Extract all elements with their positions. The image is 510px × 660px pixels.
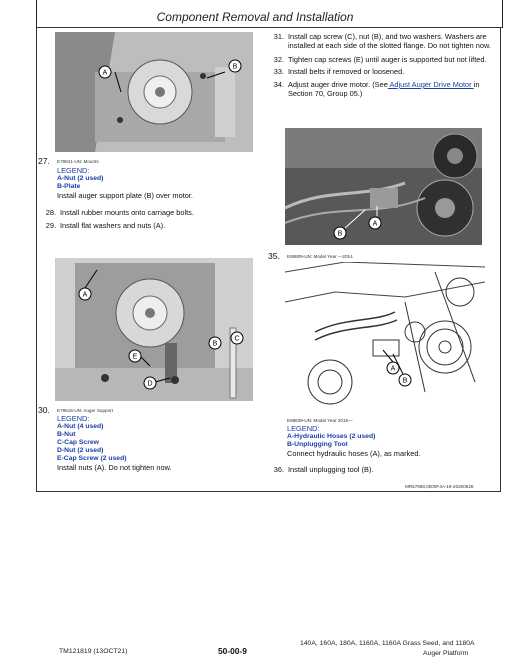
legend-item: C-Cap Screw [57,439,99,446]
footer-page-number: 50-00-9 [218,646,247,656]
footer-manual-id: TM121819 (13OCT21) [59,648,128,655]
footer-section: Auger Platform [423,650,469,657]
legend-item: A-Hydraulic Hoses (2 used) [287,433,376,440]
legend-item: B-Plate [57,183,81,190]
legend-title: LEGEND: [57,414,90,423]
step-31: 31. Install cap screw (C), nut (B), and two washers. Washers are installed at each side of the slotted flange. Do not tighten now. [273,32,491,51]
legend-item: E-Cap Screw (2 used) [57,455,127,462]
figure-27-photo [55,32,253,152]
figure-30-caption: E79515-UN: Auger Support [57,408,113,413]
callout-label: B [232,63,238,71]
legend-title: LEGEND: [57,166,90,175]
footer-models: 140A, 160A, 180A, 1160A, 1160A Grass Seed, and 1180A [300,640,475,647]
callout-label: A [82,291,88,299]
step-34: 34. Adjust auger drive motor. (See Adjust Auger Drive Motor in Section 70, Group 05.) [273,80,480,99]
figure-30-photo [55,258,253,401]
legend-title: LEGEND: [287,424,320,433]
step-27-instruction: Install auger support plate (B) over motor. [57,191,193,200]
step-30-instruction: Install nuts (A). Do not tighten now. [57,463,172,472]
step-35-number: 35. [268,251,280,261]
legend-item: D-Nut (2 used) [57,447,104,454]
section-title: Component Removal and Installation [156,10,354,24]
legend-item: B-Unplugging Tool [287,441,348,448]
adjust-auger-drive-motor-link[interactable]: Adjust Auger Drive Motor [387,80,474,89]
document-reference: MR57968,0000F4A-19-20200528 [405,484,474,489]
legend-item: B-Nut [57,431,76,438]
callout-label: B [402,377,408,385]
step-30-number: 30. [38,405,50,415]
figure-35-photo-caption: E88809-UN: Model Year —2014 [287,254,353,259]
step-27-number: 27. [38,156,50,166]
callout-label: B [337,230,343,238]
legend-item: A-Nut (4 used) [57,423,104,430]
step-35-instruction: Connect hydraulic hoses (A), as marked. [287,449,421,458]
callout-label: A [102,69,108,77]
figure-27-caption: E79841-UN: Mounts [57,159,99,164]
figure-35-drawing-caption: E88839-UN: Model Year 2015— [287,418,353,423]
callout-label: A [390,365,396,373]
callout-label: E [132,353,138,361]
callout-label: B [212,340,218,348]
callout-label: D [147,380,153,388]
legend-item: A-Nut (2 used) [57,175,104,182]
callout-label: A [372,220,378,228]
figure-35-drawing [285,262,485,413]
callout-label: C [234,335,240,343]
figure-35-photo [285,128,482,245]
